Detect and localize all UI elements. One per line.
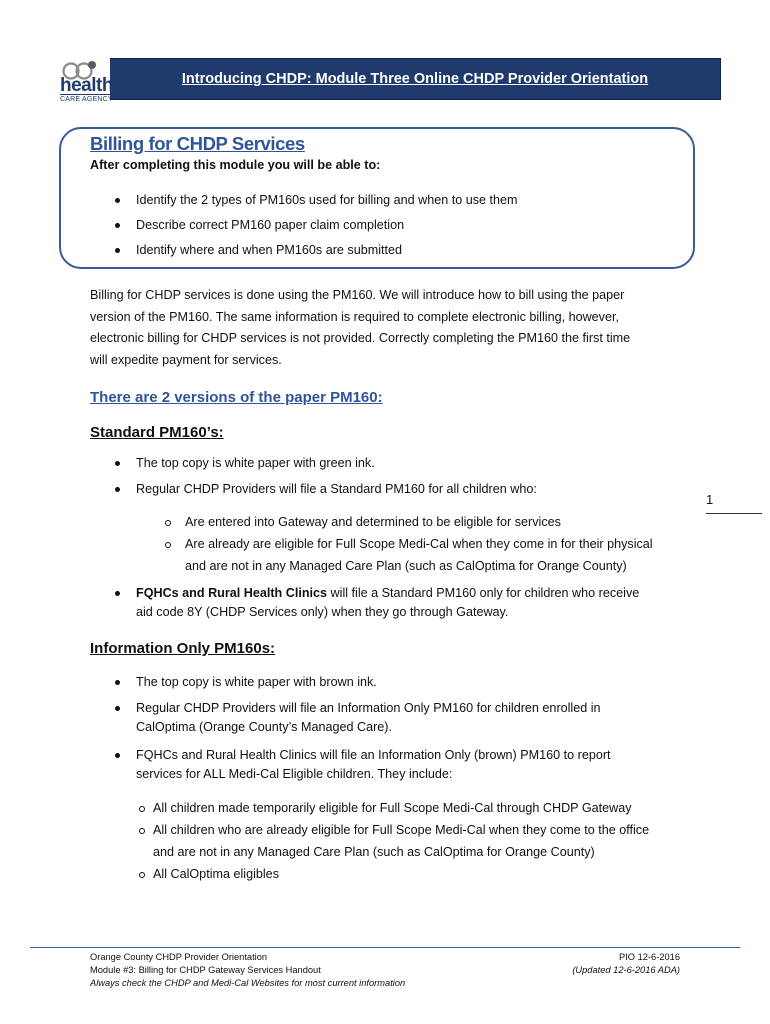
page-number-rule bbox=[706, 513, 762, 514]
standard-sub-bullet-cont: and are not in any Managed Care Plan (such as CalOptima for Orange County) bbox=[185, 559, 627, 573]
objective-item: Identify where and when PM160s are submitted bbox=[136, 243, 403, 257]
info-bullet: Regular CHDP Providers will file an Information Only PM160 for children enrolled in bbox=[136, 701, 601, 715]
bullet-icon bbox=[115, 487, 120, 492]
standard-sub-bullet: Are entered into Gateway and determined to be eligible for services bbox=[185, 515, 561, 529]
intro-paragraph bbox=[90, 285, 710, 371]
standard-bullet-fqhc bbox=[136, 584, 639, 602]
section-heading-billing: Billing for CHDP Services bbox=[90, 133, 305, 154]
footer-left-2: Module #3: Billing for CHDP Gateway Services Handout bbox=[90, 965, 321, 975]
bullet-icon bbox=[115, 680, 120, 685]
page-title: Introducing CHDP: Module Three Online CHDP Provider Orientation bbox=[181, 71, 649, 87]
fqhc-text: will file a Standard PM160 only for children who receive bbox=[327, 586, 640, 600]
info-sub-bullet: All CalOptima eligibles bbox=[153, 867, 279, 881]
footer-left-3: Always check the CHDP and Medi-Cal Websites for most current information bbox=[90, 978, 406, 988]
standard-sub-bullet: Are already are eligible for Full Scope Medi-Cal when they come in for their physical bbox=[185, 537, 653, 551]
objectives-subheading: After completing this module you will be able to: bbox=[90, 158, 381, 172]
sub-bullet-icon bbox=[139, 872, 145, 878]
info-only-heading: Information Only PM160s: bbox=[90, 640, 276, 657]
info-sub-bullet: All children who are already eligible for Full Scope Medi-Cal when they come to the office bbox=[153, 823, 650, 837]
info-bullet: FQHCs and Rural Health Clinics will file an Information Only (brown) PM160 to report bbox=[136, 748, 611, 762]
standard-bullet: Regular CHDP Providers will file a Standard PM160 for all children who: bbox=[136, 482, 537, 496]
info-sub-bullet-cont: and are not in any Managed Care Plan (such as CalOptima for Orange County) bbox=[153, 845, 595, 859]
footer-right-1: PIO 12-6-2016 bbox=[619, 952, 680, 962]
bullet-icon bbox=[115, 591, 120, 596]
sub-bullet-icon bbox=[139, 806, 145, 812]
bullet-icon bbox=[115, 198, 120, 203]
standard-bullet: The top copy is white paper with green ink. bbox=[136, 456, 375, 470]
logo-health-text: health bbox=[60, 75, 113, 96]
bullet-icon bbox=[115, 753, 120, 758]
sub-bullet-icon bbox=[139, 828, 145, 834]
intro-line: electronic billing for CHDP services is not provided. Correctly completing the PM160 the first time bbox=[90, 331, 631, 345]
standard-heading: Standard PM160’s: bbox=[90, 424, 224, 441]
objective-item: Identify the 2 types of PM160s used for billing and when to use them bbox=[136, 193, 518, 207]
footer-divider bbox=[30, 947, 740, 948]
info-bullet-cont: CalOptima (Orange County’s Managed Care). bbox=[136, 720, 392, 734]
footer-right-2: (Updated 12-6-2016 ADA) bbox=[572, 965, 680, 975]
versions-heading: There are 2 versions of the paper PM160: bbox=[90, 389, 383, 406]
info-bullet: The top copy is white paper with brown ink. bbox=[136, 675, 377, 689]
objective-item: Describe correct PM160 paper claim completion bbox=[136, 218, 405, 232]
logo-agency-text: CARE AGENCY bbox=[60, 96, 113, 103]
bullet-icon bbox=[115, 248, 120, 253]
bullet-icon bbox=[115, 461, 120, 466]
info-sub-bullet: All children made temporarily eligible for Full Scope Medi-Cal through CHDP Gateway bbox=[153, 801, 632, 815]
page-number: 1 bbox=[706, 492, 714, 507]
sub-bullet-icon bbox=[165, 520, 171, 526]
sub-bullet-icon bbox=[165, 542, 171, 548]
intro-line: will expedite payment for services. bbox=[90, 352, 282, 367]
standard-bullet-cont: aid code 8Y (CHDP Services only) when they go through Gateway. bbox=[136, 605, 509, 619]
intro-line: version of the PM160. The same information is required to complete electronic billing, however, bbox=[90, 309, 619, 324]
fqhc-bold-text: FQHCs and Rural Health Clinics bbox=[136, 586, 328, 600]
bullet-icon bbox=[115, 223, 120, 228]
intro-line: Billing for CHDP services is done using the PM160. We will introduce how to bill using the paper bbox=[90, 288, 625, 302]
info-bullet-cont: services for ALL Medi-Cal Eligible children. They include: bbox=[136, 767, 453, 781]
footer-left-1: Orange County CHDP Provider Orientation bbox=[90, 952, 268, 962]
bullet-icon bbox=[115, 706, 120, 711]
